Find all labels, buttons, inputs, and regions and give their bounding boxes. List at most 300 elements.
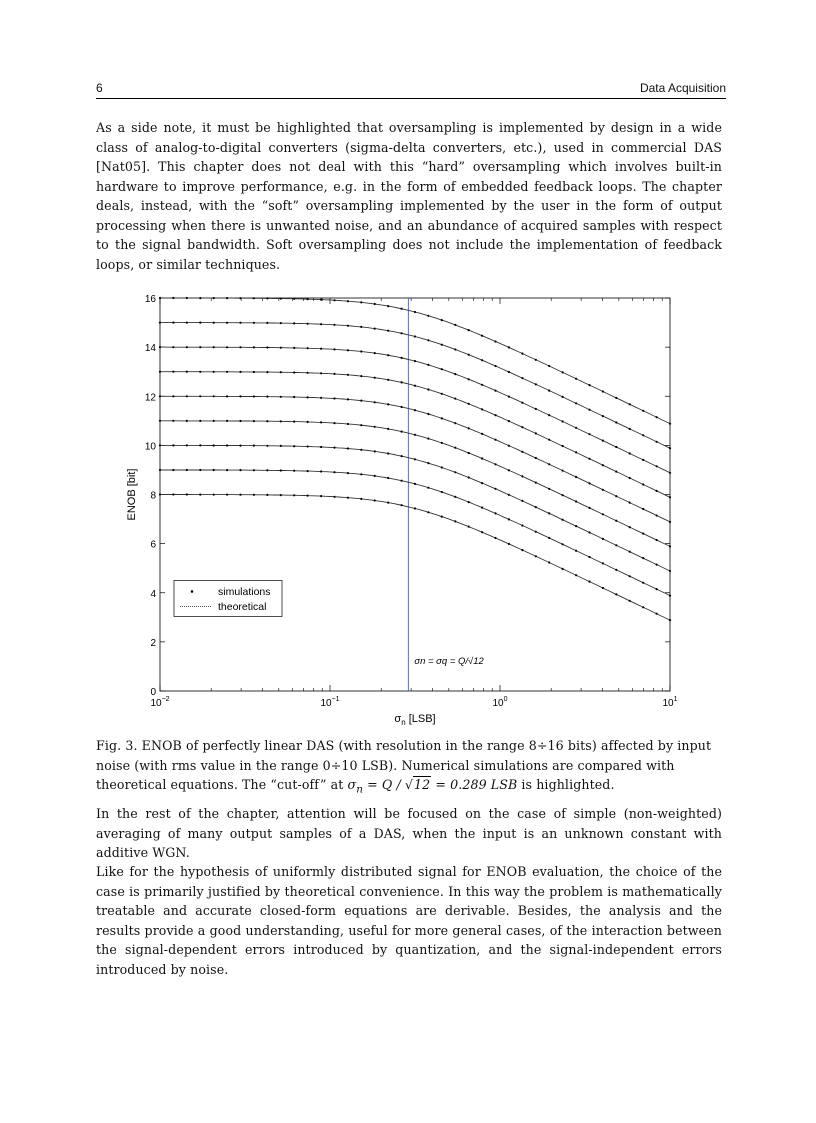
sim-point — [535, 432, 537, 434]
sim-point — [226, 395, 228, 397]
sim-point — [387, 354, 389, 356]
sim-point — [521, 500, 523, 502]
figure-caption — [96, 736, 722, 800]
sim-point — [199, 297, 201, 299]
sim-point — [253, 297, 255, 299]
sim-point — [441, 516, 443, 518]
paragraph-averaging: In the rest of the chapter, attention will be focused on the case of simple (non-weighted) averaging of many output samples of a DAS, when the input is an unknown constant with additive WGN. — [96, 806, 722, 860]
sim-point — [374, 450, 376, 452]
sim-point — [535, 359, 537, 361]
sim-point — [347, 398, 349, 400]
sim-point — [642, 557, 644, 559]
sim-point — [226, 420, 228, 422]
sim-point — [588, 581, 590, 583]
sim-point — [253, 395, 255, 397]
sim-point — [199, 444, 201, 446]
sim-point — [575, 378, 577, 380]
sim-point — [333, 397, 335, 399]
sim-point — [213, 494, 215, 496]
sim-point — [588, 458, 590, 460]
sim-point — [199, 420, 201, 422]
sim-point — [253, 371, 255, 373]
sim-point — [401, 332, 403, 334]
sim-point — [629, 452, 631, 454]
sim-point — [333, 422, 335, 424]
sim-point — [226, 494, 228, 496]
sim-point — [266, 371, 268, 373]
sim-point — [669, 619, 671, 621]
sim-point — [307, 372, 309, 374]
sim-point — [562, 371, 564, 373]
sim-point — [535, 506, 537, 508]
sim-point — [213, 297, 215, 299]
x-tick-label: $10^{-1}$ — [320, 696, 340, 709]
sim-point — [414, 311, 416, 313]
sim-point — [642, 508, 644, 510]
sim-point — [575, 574, 577, 576]
sim-point — [508, 396, 510, 398]
sim-point — [575, 476, 577, 478]
caption-text-2: is highlighted. — [517, 777, 615, 792]
sim-point — [253, 346, 255, 348]
sim-point — [468, 329, 470, 331]
sim-point — [454, 373, 456, 375]
sim-point — [266, 396, 268, 398]
sim-point — [374, 426, 376, 428]
sim-point — [548, 488, 550, 490]
formula-sub: n — [356, 783, 364, 796]
sim-point — [333, 471, 335, 473]
sim-point — [239, 395, 241, 397]
sim-point — [441, 491, 443, 493]
sim-point — [521, 475, 523, 477]
sim-point — [454, 422, 456, 424]
formula-rhs: = 0.289 LSB — [431, 777, 518, 792]
sim-point — [669, 595, 671, 597]
enob-chart — [120, 285, 680, 725]
sim-point — [427, 315, 429, 317]
sim-point — [360, 400, 362, 402]
sim-point — [172, 395, 174, 397]
sim-point — [441, 417, 443, 419]
sim-point — [588, 384, 590, 386]
sim-point — [656, 613, 658, 615]
sim-point — [575, 500, 577, 502]
sim-point — [535, 408, 537, 410]
sim-point — [615, 495, 617, 497]
sim-point — [615, 471, 617, 473]
sim-point — [172, 469, 174, 471]
sim-point — [307, 421, 309, 423]
sim-point — [508, 346, 510, 348]
sim-point — [615, 446, 617, 448]
sim-point — [481, 482, 483, 484]
sim-point — [213, 469, 215, 471]
sim-point — [656, 416, 658, 418]
sim-point — [239, 322, 241, 324]
sim-point — [199, 494, 201, 496]
sim-point — [213, 420, 215, 422]
formula-sigma: σ — [347, 777, 357, 792]
sim-point — [159, 395, 161, 397]
sim-point — [159, 469, 161, 471]
sim-point — [602, 415, 604, 417]
sim-point — [521, 524, 523, 526]
sim-point — [602, 440, 604, 442]
sim-point — [293, 371, 295, 373]
sim-point — [508, 445, 510, 447]
sim-point — [266, 322, 268, 324]
sim-point — [320, 421, 322, 423]
sim-point — [414, 507, 416, 509]
sim-point — [280, 445, 282, 447]
y-axis-label: ENOB [bit] — [126, 468, 138, 521]
sim-point — [253, 420, 255, 422]
sim-point — [320, 446, 322, 448]
sim-point — [239, 469, 241, 471]
sim-point — [347, 472, 349, 474]
sim-point — [401, 431, 403, 433]
sim-point — [333, 496, 335, 498]
sim-point — [535, 457, 537, 459]
x-tick-label: $10^{-2}$ — [150, 696, 170, 709]
sim-point — [333, 348, 335, 350]
sim-point — [602, 587, 604, 589]
sim-point — [427, 413, 429, 415]
sim-point — [374, 328, 376, 330]
sim-point — [468, 403, 470, 405]
sim-point — [374, 352, 376, 354]
sim-point — [562, 396, 564, 398]
sim-point — [575, 451, 577, 453]
sim-point — [575, 402, 577, 404]
sim-point — [414, 458, 416, 460]
sim-point — [374, 401, 376, 403]
sim-point — [360, 301, 362, 303]
sim-point — [401, 480, 403, 482]
sim-point — [494, 340, 496, 342]
sim-point — [280, 494, 282, 496]
sim-point — [669, 447, 671, 449]
x-tick-label: $10^1$ — [662, 696, 678, 709]
sim-point — [239, 346, 241, 348]
sim-point — [481, 507, 483, 509]
sim-point — [441, 319, 443, 321]
formula-mid: = Q / — [363, 777, 405, 792]
sim-point — [307, 445, 309, 447]
sim-point — [468, 452, 470, 454]
sim-point — [454, 520, 456, 522]
page-number: 6 — [96, 81, 103, 95]
sim-point — [226, 297, 228, 299]
running-title: Data Acquisition — [639, 81, 726, 95]
paragraph-oversampling: As a side note, it must be highlighted that oversampling is implemented by design in a wide class of analog-to-digital converters (sigma-delta converters, etc.), used in commercial DAS [Nat05]. This chapter does not deal with this “hard” oversampling which involves built-in hardware to improve performance, e.g. in the form of embedded feedback loops. The chapter deals, instead, with the “soft” oversampling implemented by the user in the form of output processing when there is unwanted noise, and an abundance of acquired samples with respect to the signal bandwidth. Soft oversampling does not include the implementation of feedback loops, or similar techniques. — [96, 120, 722, 272]
sim-point — [293, 421, 295, 423]
sim-point — [280, 420, 282, 422]
sim-point — [562, 494, 564, 496]
sim-point — [401, 504, 403, 506]
sim-point — [159, 371, 161, 373]
sim-point — [293, 396, 295, 398]
sim-point — [347, 423, 349, 425]
sim-point — [548, 561, 550, 563]
sim-point — [186, 493, 188, 495]
sim-point — [521, 549, 523, 551]
sim-point — [669, 570, 671, 572]
sim-point — [481, 359, 483, 361]
legend-label-theoretical: theoretical — [218, 600, 267, 613]
sim-point — [239, 297, 241, 299]
sim-point — [494, 512, 496, 514]
sim-point — [494, 439, 496, 441]
sim-point — [172, 346, 174, 348]
sim-point — [387, 305, 389, 307]
sim-point — [615, 593, 617, 595]
sim-point — [280, 347, 282, 349]
sim-point — [548, 365, 550, 367]
sim-point — [360, 350, 362, 352]
x-axis-label: $\sigma_n$ [LSB] — [394, 713, 436, 725]
sim-point — [548, 537, 550, 539]
sim-point — [468, 476, 470, 478]
sim-point — [213, 371, 215, 373]
sim-point — [280, 396, 282, 398]
sim-point — [562, 568, 564, 570]
sim-point — [360, 375, 362, 377]
sim-point — [387, 330, 389, 332]
sim-point — [656, 564, 658, 566]
sim-point — [293, 322, 295, 324]
sim-point — [481, 335, 483, 337]
sim-point — [494, 365, 496, 367]
sim-point — [629, 502, 631, 504]
sim-point — [588, 409, 590, 411]
sim-point — [441, 393, 443, 395]
y-tick-label: 12 — [144, 392, 156, 404]
y-tick-label: 0 — [150, 687, 156, 698]
sim-point — [656, 588, 658, 590]
sim-point — [172, 444, 174, 446]
sim-point — [307, 298, 309, 300]
sim-point — [159, 297, 161, 299]
sim-point — [374, 499, 376, 501]
sim-point — [535, 555, 537, 557]
sim-point — [427, 388, 429, 390]
sim-point — [602, 390, 604, 392]
sim-point — [307, 470, 309, 472]
sim-point — [387, 428, 389, 430]
y-tick-label: 14 — [144, 343, 156, 355]
sim-point — [226, 469, 228, 471]
sim-point — [494, 463, 496, 465]
sim-point — [320, 299, 322, 301]
sim-point — [414, 385, 416, 387]
sim-point — [468, 378, 470, 380]
sim-point — [307, 495, 309, 497]
sim-point — [266, 297, 268, 299]
sim-point — [253, 494, 255, 496]
sim-point — [401, 357, 403, 359]
sim-point — [213, 346, 215, 348]
sim-point — [427, 487, 429, 489]
sim-point — [347, 325, 349, 327]
sim-point — [172, 493, 174, 495]
sim-point — [454, 447, 456, 449]
sim-point — [441, 344, 443, 346]
sim-point — [199, 371, 201, 373]
y-tick-label: 10 — [144, 441, 156, 453]
sim-point — [266, 420, 268, 422]
sim-point — [414, 335, 416, 337]
sim-point — [468, 354, 470, 356]
legend-marker-simulations — [191, 590, 194, 593]
sim-point — [615, 569, 617, 571]
y-tick-label: 6 — [150, 539, 156, 551]
sim-point — [360, 449, 362, 451]
sim-point — [226, 371, 228, 373]
sim-point — [186, 469, 188, 471]
sim-point — [239, 420, 241, 422]
sim-point — [253, 469, 255, 471]
sim-point — [669, 472, 671, 474]
sim-point — [656, 441, 658, 443]
x-tick-label: $10^0$ — [492, 696, 508, 709]
sim-point — [333, 324, 335, 326]
sim-point — [387, 502, 389, 504]
sim-point — [468, 526, 470, 528]
y-tick-label: 4 — [150, 588, 156, 600]
sim-point — [642, 606, 644, 608]
sim-point — [588, 433, 590, 435]
sim-point — [307, 323, 309, 325]
sim-point — [669, 521, 671, 523]
sim-point — [333, 299, 335, 301]
sim-point — [629, 477, 631, 479]
sim-point — [213, 444, 215, 446]
sim-point — [347, 349, 349, 351]
sim-point — [159, 444, 161, 446]
sim-point — [656, 465, 658, 467]
sim-point — [508, 420, 510, 422]
sim-point — [494, 537, 496, 539]
sim-point — [320, 470, 322, 472]
sim-point — [521, 426, 523, 428]
sim-point — [186, 322, 188, 324]
sim-point — [387, 477, 389, 479]
sim-point — [213, 322, 215, 324]
sim-point — [588, 482, 590, 484]
page-header — [96, 80, 726, 99]
sim-point — [280, 469, 282, 471]
sim-point — [602, 489, 604, 491]
sim-point — [656, 539, 658, 541]
caption-text-1: Fig. 3. ENOB of perfectly linear DAS (with resolution in the range 8÷16 bits) affected by input noise (with rms value in the range 0÷10 LSB). Numerical simulations are compared with theoretical equations. The “cut-off” at — [96, 738, 712, 792]
sim-point — [427, 364, 429, 366]
sim-point — [629, 575, 631, 577]
sim-point — [320, 348, 322, 350]
sim-point — [374, 303, 376, 305]
sim-point — [199, 346, 201, 348]
sim-point — [360, 473, 362, 475]
sim-point — [293, 298, 295, 300]
sim-point — [280, 298, 282, 300]
sim-point — [253, 445, 255, 447]
sim-point — [494, 488, 496, 490]
sim-point — [347, 447, 349, 449]
sim-point — [280, 322, 282, 324]
sim-point — [521, 353, 523, 355]
sim-point — [602, 538, 604, 540]
sim-point — [159, 322, 161, 324]
sim-point — [508, 494, 510, 496]
sim-point — [588, 507, 590, 509]
sim-point — [548, 463, 550, 465]
sim-point — [615, 544, 617, 546]
sim-point — [656, 514, 658, 516]
sim-point — [562, 543, 564, 545]
sim-point — [226, 346, 228, 348]
formula-sqrt: 12 — [414, 777, 431, 792]
sim-point — [427, 438, 429, 440]
sim-point — [642, 582, 644, 584]
sim-point — [333, 447, 335, 449]
sim-point — [266, 469, 268, 471]
sim-point — [401, 455, 403, 457]
sim-point — [427, 511, 429, 513]
sim-point — [213, 395, 215, 397]
sim-point — [307, 396, 309, 398]
sim-point — [669, 545, 671, 547]
sim-point — [320, 397, 322, 399]
sim-point — [414, 434, 416, 436]
sim-point — [401, 308, 403, 310]
sim-point — [562, 420, 564, 422]
sim-point — [374, 475, 376, 477]
sim-point — [360, 424, 362, 426]
sim-point — [575, 427, 577, 429]
sim-point — [320, 323, 322, 325]
sim-point — [239, 371, 241, 373]
sim-point — [333, 373, 335, 375]
sim-point — [494, 390, 496, 392]
sim-point — [642, 533, 644, 535]
sim-point — [427, 462, 429, 464]
sim-point — [602, 464, 604, 466]
paragraph-hypothesis: Like for the hypothesis of uniformly distributed signal for ENOB evaluation, the choice of the case is primarily justified by theoretical convenience. In this way the problem is mathematically treatable and accurate closed-form equations are derivable. Besides, the analysis and the results provide a good understanding, useful for more general cases, of the interaction between the signal-dependent errors introduced by quantization, and the signal-independent errors introduced by noise. — [96, 864, 722, 977]
sim-point — [414, 409, 416, 411]
sim-point — [199, 395, 201, 397]
sim-point — [172, 371, 174, 373]
sim-point — [454, 471, 456, 473]
sim-point — [320, 495, 322, 497]
sim-point — [159, 346, 161, 348]
sim-point — [266, 445, 268, 447]
y-tick-label: 2 — [150, 637, 156, 649]
sim-point — [186, 420, 188, 422]
sim-point — [186, 371, 188, 373]
sim-point — [414, 360, 416, 362]
sim-point — [186, 346, 188, 348]
sim-point — [602, 513, 604, 515]
sim-point — [360, 498, 362, 500]
sim-point — [293, 494, 295, 496]
sim-point — [642, 410, 644, 412]
sim-point — [441, 466, 443, 468]
sim-point — [347, 300, 349, 302]
sim-point — [347, 374, 349, 376]
sim-point — [280, 371, 282, 373]
sim-point — [481, 384, 483, 386]
